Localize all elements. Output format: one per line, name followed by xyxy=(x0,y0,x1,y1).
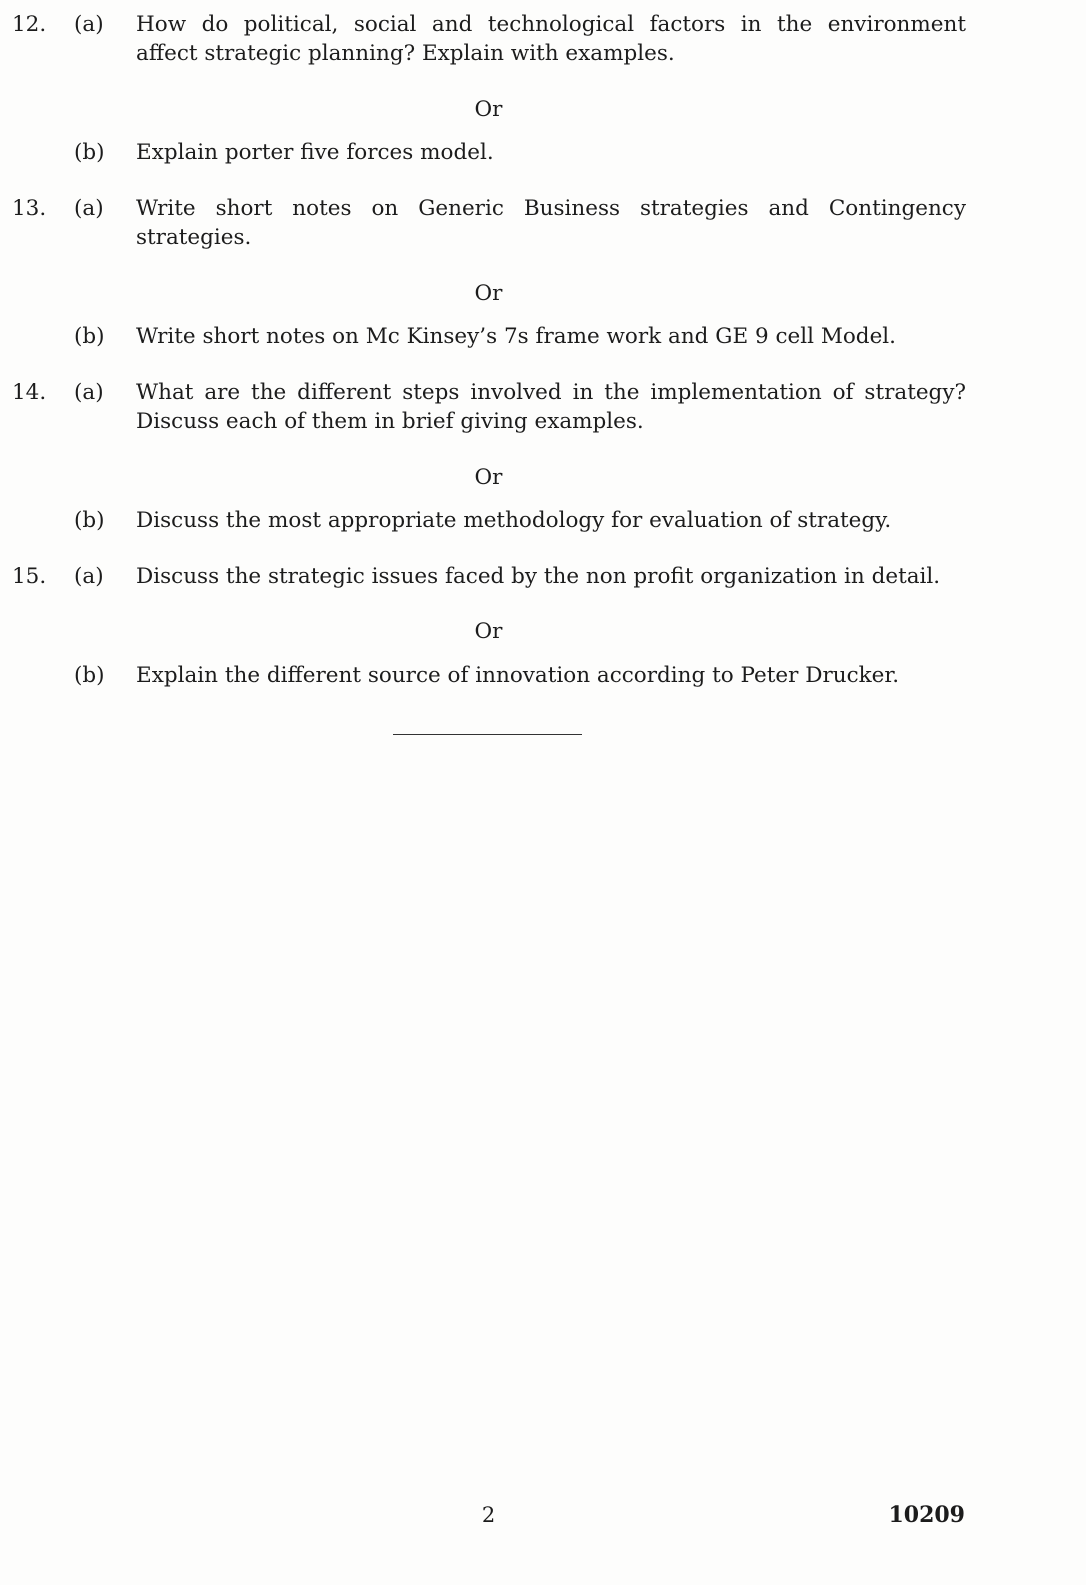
part-label: (a) xyxy=(74,12,104,37)
question-number: 15. xyxy=(12,564,47,589)
or-separator: Or xyxy=(474,619,503,644)
question-text-line: Discuss the most appropriate methodology for evaluation of strategy. xyxy=(136,508,892,533)
part-label: (b) xyxy=(74,324,105,349)
part-label: (a) xyxy=(74,564,104,589)
part-label: (b) xyxy=(74,140,105,165)
or-separator: Or xyxy=(474,281,503,306)
question-text-line: Write short notes on Generic Business strategies and Contingency xyxy=(136,196,966,221)
question-text-line: Explain the different source of innovation according to Peter Drucker. xyxy=(136,663,900,688)
page-number: 2 xyxy=(481,1503,496,1527)
end-rule xyxy=(393,734,582,735)
question-number: 12. xyxy=(12,12,47,37)
or-separator: Or xyxy=(474,97,503,122)
part-label: (b) xyxy=(74,508,105,533)
question-text-line: Discuss the strategic issues faced by the non profit organization in detail. xyxy=(136,564,941,589)
part-label: (b) xyxy=(74,663,105,688)
part-label: (a) xyxy=(74,196,104,221)
question-text-line: strategies. xyxy=(136,225,252,250)
question-text-line: affect strategic planning? Explain with examples. xyxy=(136,41,675,66)
paper-code: 10209 xyxy=(888,1502,965,1528)
question-text-line: How do political, social and technological factors in the environment xyxy=(136,12,966,37)
question-text-line: What are the different steps involved in the implementation of strategy? xyxy=(136,380,966,405)
question-number: 14. xyxy=(12,380,47,405)
question-number: 13. xyxy=(12,196,47,221)
or-separator: Or xyxy=(474,465,503,490)
question-text-line: Discuss each of them in brief giving examples. xyxy=(136,409,644,434)
question-text-line: Explain porter five forces model. xyxy=(136,140,494,165)
part-label: (a) xyxy=(74,380,104,405)
question-text-line: Write short notes on Mc Kinsey’s 7s frame work and GE 9 cell Model. xyxy=(136,324,897,349)
